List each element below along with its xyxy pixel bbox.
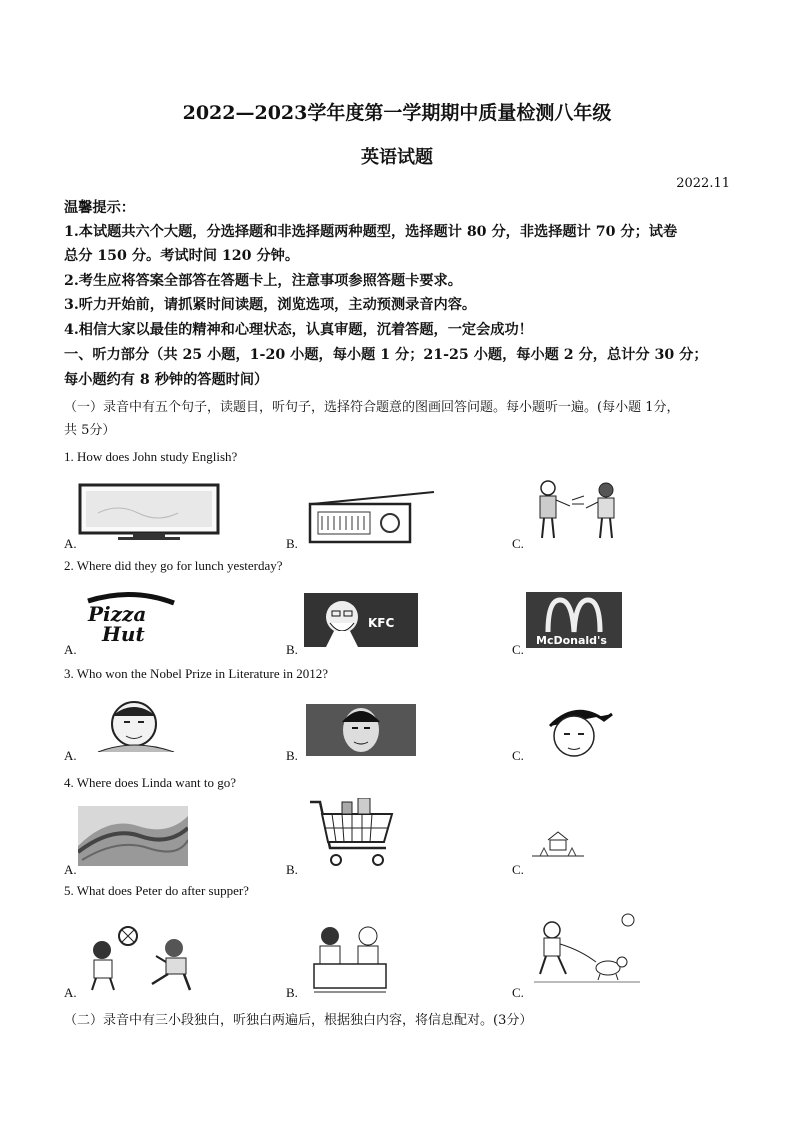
playing-football-picture (84, 926, 214, 992)
q2-option-a[interactable]: A. (64, 642, 77, 657)
question-4: 4. Where does Linda want to go? (64, 775, 236, 790)
q1-option-c[interactable]: C. (512, 536, 524, 551)
section1-heading-b: 每小题约有 8 秒钟的答题时间） (64, 372, 269, 388)
tips-line-4: 4.相信大家以最佳的精神和心理状态，认真审题，沉着答题，一定会成功！ (64, 322, 533, 338)
q1-option-b[interactable]: B. (286, 536, 298, 551)
q5-option-b[interactable]: B. (286, 985, 298, 1000)
q2-option-b[interactable]: B. (286, 642, 298, 657)
q4-option-b[interactable]: B. (286, 862, 298, 877)
shopping-cart-picture (306, 798, 398, 872)
exam-date: 2022.11 (676, 176, 730, 191)
q3-option-a[interactable]: A. (64, 748, 77, 763)
pizza-text: Pizza (88, 602, 147, 626)
exam-subtitle: 英语试题 (361, 147, 433, 168)
tips-line-1a: 1.本试题共六个大题，分选择题和非选择题两种题型，选择题计 80 分，非选择题计 70 分；试卷 (64, 224, 678, 240)
q5-option-a[interactable]: A. (64, 985, 77, 1000)
tips-heading: 温馨提示： (64, 200, 135, 216)
q2-option-c[interactable]: C. (512, 642, 524, 657)
part2-instruction: （二）录音中有三小段独白，听独白两遍后，根据独白内容，将信息配对。(3分） (64, 1013, 533, 1028)
mcdonalds-text: McDonald's (536, 634, 607, 647)
tips-line-2: 2.考生应将答案全部答在答题卡上，注意事项参照答题卡要求。 (64, 273, 462, 289)
section1-heading-a: 一、听力部分（共 25 小题，1-20 小题，每小题 1 分；21-25 小题，每小题 2 分，总计分 30 分； (64, 347, 708, 363)
kfc-text: KFC (368, 616, 395, 630)
q5-option-c[interactable]: C. (512, 985, 524, 1000)
q3-option-c[interactable]: C. (512, 748, 524, 763)
hut-text: Hut (102, 622, 145, 645)
doing-homework-picture (310, 926, 390, 996)
q4-option-a[interactable]: A. (64, 862, 77, 877)
exam-title: 2022—2023学年度第一学期期中质量检测八年级 (182, 102, 612, 124)
question-3: 3. Who won the Nobel Prize in Literature in 2012? (64, 666, 329, 681)
portrait-c (534, 706, 618, 758)
tv-picture (78, 483, 220, 543)
part1-instruction-b: 共 5分） (64, 423, 116, 438)
question-2: 2. Where did they go for lunch yesterday? (64, 558, 283, 573)
walking-dog-picture (534, 912, 640, 986)
question-1: 1. How does John study English? (64, 449, 238, 464)
kfc-logo (304, 593, 418, 647)
q1-option-a[interactable]: A. (64, 536, 77, 551)
park-picture (530, 826, 586, 866)
portrait-b (306, 704, 416, 756)
tips-line-3: 3.听力开始前，请抓紧时间读题，浏览选项，主动预测录音内容。 (64, 297, 477, 313)
tips-line-1b: 总分 150 分。考试时间 120 分钟。 (64, 248, 300, 264)
q3-option-b[interactable]: B. (286, 748, 298, 763)
pizza-hut-logo (82, 591, 178, 645)
people-talking-picture (528, 478, 632, 540)
great-wall-picture (78, 806, 188, 866)
question-5: 5. What does Peter do after supper? (64, 883, 249, 898)
portrait-a (92, 700, 178, 752)
mcdonalds-logo (526, 592, 622, 648)
part1-instruction-a: （一）录音中有五个句子，读题目，听句子，选择符合题意的图画回答问题。每小题听一遍。(每小题 1分， (64, 400, 680, 415)
radio-picture (306, 490, 436, 546)
q4-option-c[interactable]: C. (512, 862, 524, 877)
